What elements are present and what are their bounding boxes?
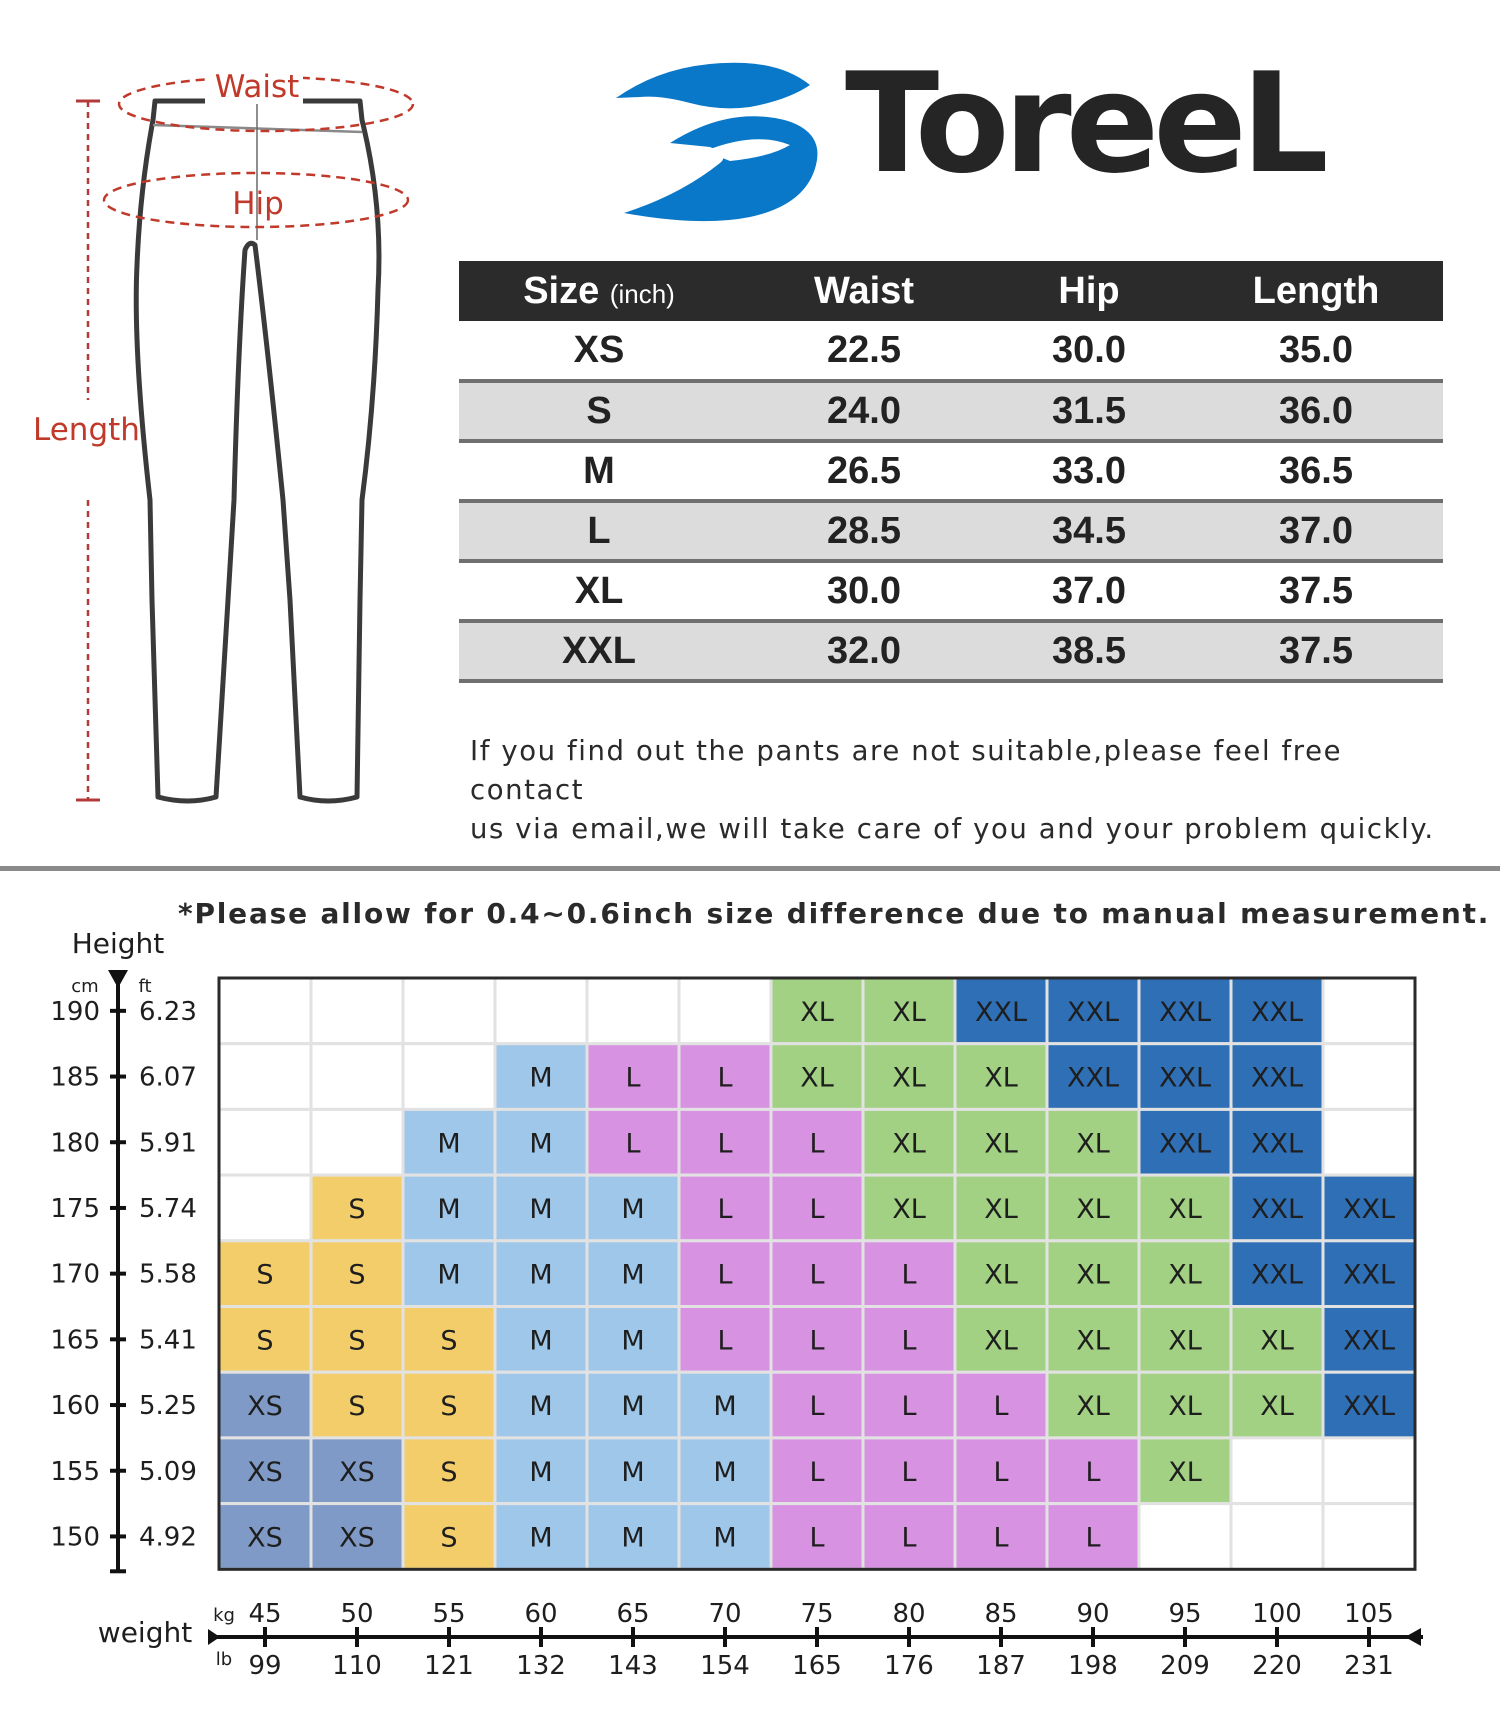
y-axis-title: Height (71, 930, 165, 960)
y-tick-label-cm: 190 (50, 996, 100, 1027)
cell-size-label: M (529, 1456, 553, 1488)
cell-size-label: XL (984, 1128, 1018, 1160)
cell-size-label: L (993, 1391, 1009, 1423)
y-tick-label-ft: 5.41 (139, 1325, 197, 1356)
grid-cell (1323, 978, 1415, 1044)
length-cell: 37.5 (1189, 561, 1443, 621)
cell-size-label: M (529, 1391, 553, 1423)
cell-size-label: S (256, 1325, 274, 1357)
waist-cell: 22.5 (739, 321, 989, 381)
cell-size-label: XL (1168, 1193, 1202, 1225)
x-tick-label-kg: 45 (248, 1599, 282, 1629)
grid-cell (1231, 1504, 1323, 1570)
y-tick-label-ft: 6.23 (139, 996, 197, 1027)
y-tick-label-cm: 160 (50, 1391, 100, 1422)
grid-cell (1323, 1438, 1415, 1504)
cell-size-label: L (901, 1325, 917, 1357)
height-axis-arrow-icon (108, 970, 128, 988)
cell-size-label: S (440, 1325, 458, 1357)
y-tick-label-cm: 185 (50, 1062, 100, 1093)
y-unit-ft: ft (138, 976, 152, 997)
x-tick-label-kg: 90 (1076, 1599, 1110, 1629)
cell-size-label: XL (1260, 1325, 1294, 1357)
cell-size-label: XXL (1250, 996, 1304, 1028)
cell-size-label: L (901, 1391, 917, 1423)
x-tick-label-lb: 165 (792, 1651, 842, 1681)
cell-size-label: XL (1168, 1456, 1202, 1488)
grid-cell (219, 1044, 311, 1110)
hip-cell: 34.5 (989, 501, 1189, 561)
cell-size-label: XL (984, 1325, 1018, 1357)
waist-cell: 24.0 (739, 381, 989, 441)
cell-size-label: L (809, 1193, 825, 1225)
length-cell: 35.0 (1189, 321, 1443, 381)
cell-size-label: L (717, 1259, 733, 1291)
cell-size-label: M (621, 1325, 645, 1357)
cell-size-label: S (348, 1259, 366, 1291)
x-tick-label-lb: 143 (608, 1651, 658, 1681)
cell-size-label: M (529, 1259, 553, 1291)
weight-axis-start-icon (208, 1629, 220, 1645)
toreel-logo (610, 43, 1323, 235)
header-waist: Waist (739, 261, 989, 321)
cell-size-label: XXL (1158, 1062, 1212, 1094)
grid-cell (311, 978, 403, 1044)
cell-size-label: XL (892, 1062, 926, 1094)
cell-size-label: L (901, 1456, 917, 1488)
cell-size-label: L (809, 1259, 825, 1291)
x-tick-label-lb: 154 (700, 1651, 750, 1681)
table-row (459, 441, 1443, 501)
x-tick-label-kg: 75 (800, 1599, 834, 1629)
cell-size-label: XL (1076, 1325, 1110, 1357)
cell-size-label: L (809, 1522, 825, 1554)
y-tick-label-ft: 5.58 (139, 1259, 197, 1290)
x-tick-label-kg: 70 (708, 1599, 742, 1629)
x-tick-label-kg: 100 (1252, 1599, 1302, 1629)
table-row (459, 561, 1443, 621)
length-cell: 37.0 (1189, 501, 1443, 561)
header-hip: Hip (989, 261, 1189, 321)
cell-size-label: XL (1260, 1391, 1294, 1423)
contact-note-line-1: If you find out the pants are not suitable,please feel free contact (470, 735, 1343, 806)
cell-size-label: XXL (1158, 1128, 1212, 1160)
cell-size-label: M (529, 1193, 553, 1225)
grid-cell (1139, 1504, 1231, 1570)
contact-note-line-2: us via email,we will take care of you and your problem quickly. (470, 813, 1435, 845)
cell-size-label: XL (984, 1193, 1018, 1225)
grid-cell (1323, 1504, 1415, 1570)
cell-size-label: XXL (1342, 1325, 1396, 1357)
cell-size-label: L (625, 1062, 641, 1094)
x-tick-label-kg: 55 (432, 1599, 466, 1629)
cell-size-label: M (713, 1522, 737, 1554)
cell-size-label: XL (1076, 1193, 1110, 1225)
cell-size-label: XXL (1342, 1391, 1396, 1423)
hip-cell: 33.0 (989, 441, 1189, 501)
cell-size-label: XL (1076, 1391, 1110, 1423)
cell-size-label: L (717, 1325, 733, 1357)
table-row (459, 621, 1443, 681)
logo-mark-icon (610, 45, 850, 235)
height-weight-size-chart (0, 930, 1500, 1700)
cell-size-label: S (440, 1391, 458, 1423)
waist-cell: 26.5 (739, 441, 989, 501)
cell-size-label: M (437, 1128, 461, 1160)
cell-size-label: XXL (1250, 1128, 1304, 1160)
hip-cell: 37.0 (989, 561, 1189, 621)
length-cell: 36.5 (1189, 441, 1443, 501)
cell-size-label: L (625, 1128, 641, 1160)
grid-cell (403, 1044, 495, 1110)
y-tick-label-ft: 4.92 (139, 1522, 197, 1553)
y-tick-label-cm: 180 (50, 1128, 100, 1159)
cell-size-label: XXL (1066, 996, 1120, 1028)
cell-size-label: M (621, 1193, 645, 1225)
grid-cell (311, 1109, 403, 1175)
size-cell: XL (459, 561, 739, 621)
cell-size-label: L (717, 1193, 733, 1225)
cell-size-label: XL (800, 996, 834, 1028)
grid-cell (495, 978, 587, 1044)
cell-size-label: L (809, 1456, 825, 1488)
cell-size-label: XS (339, 1522, 375, 1554)
measurement-disclaimer: *Please allow for 0.4~0.6inch size difference due to manual measurement. (178, 897, 1491, 930)
cell-size-label: L (809, 1391, 825, 1423)
cell-size-label: XXL (1342, 1259, 1396, 1291)
x-tick-label-kg: 95 (1168, 1599, 1202, 1629)
y-tick-label-cm: 150 (50, 1522, 100, 1553)
cell-size-label: M (529, 1128, 553, 1160)
x-tick-label-lb: 231 (1344, 1651, 1394, 1681)
y-tick-label-cm: 165 (50, 1325, 100, 1356)
x-tick-label-lb: 209 (1160, 1651, 1210, 1681)
cell-size-label: XL (984, 1062, 1018, 1094)
cell-size-label: L (717, 1062, 733, 1094)
size-cell: M (459, 441, 739, 501)
x-unit-lb: lb (215, 1649, 233, 1670)
cell-size-label: M (713, 1456, 737, 1488)
cell-size-label: XL (984, 1259, 1018, 1291)
y-tick-label-ft: 6.07 (139, 1062, 197, 1093)
x-tick-label-lb: 198 (1068, 1651, 1118, 1681)
cell-size-label: XS (247, 1391, 283, 1423)
cell-size-label: XL (1168, 1391, 1202, 1423)
header-length: Length (1189, 261, 1443, 321)
x-tick-label-lb: 99 (248, 1651, 282, 1681)
cell-size-label: XXL (1066, 1062, 1120, 1094)
y-tick-label-ft: 5.91 (139, 1128, 197, 1159)
cell-size-label: XS (247, 1522, 283, 1554)
x-tick-label-lb: 187 (976, 1651, 1026, 1681)
waist-label: Waist (214, 69, 300, 105)
x-tick-label-lb: 121 (424, 1651, 474, 1681)
grid-cell (1323, 1044, 1415, 1110)
cell-size-label: L (1085, 1522, 1101, 1554)
grid-cell (587, 978, 679, 1044)
grid-cell (311, 1044, 403, 1110)
cell-size-label: L (809, 1128, 825, 1160)
size-cell: L (459, 501, 739, 561)
x-tick-label-kg: 65 (616, 1599, 650, 1629)
cell-size-label: XL (1168, 1259, 1202, 1291)
cell-size-label: XL (1168, 1325, 1202, 1357)
cell-size-label: XXL (974, 996, 1028, 1028)
hip-label: Hip (232, 186, 284, 222)
cell-size-label: XXL (1342, 1193, 1396, 1225)
cell-size-label: L (1085, 1456, 1101, 1488)
size-cell: XXL (459, 621, 739, 681)
cell-size-label: M (621, 1522, 645, 1554)
x-tick-label-kg: 105 (1344, 1599, 1394, 1629)
cell-size-label: M (437, 1259, 461, 1291)
grid-cell (1231, 1438, 1323, 1504)
hip-cell: 30.0 (989, 321, 1189, 381)
cell-size-label: L (993, 1456, 1009, 1488)
cell-size-label: M (713, 1391, 737, 1423)
cell-size-label: M (437, 1193, 461, 1225)
length-dimension-line (76, 101, 100, 800)
brand-wordmark: ToreeL (845, 43, 1323, 204)
y-tick-label-cm: 155 (50, 1456, 100, 1487)
cell-size-label: M (529, 1325, 553, 1357)
x-tick-label-lb: 220 (1252, 1651, 1302, 1681)
cell-size-label: M (529, 1522, 553, 1554)
grid-cell (403, 978, 495, 1044)
cell-size-label: XXL (1250, 1062, 1304, 1094)
section-divider (0, 866, 1500, 871)
x-axis-title: weight (97, 1616, 193, 1649)
size-cell: XS (459, 321, 739, 381)
grid-cell (219, 1175, 311, 1241)
hip-cell: 31.5 (989, 381, 1189, 441)
cell-size-label: L (993, 1522, 1009, 1554)
grid-cell (679, 978, 771, 1044)
cell-size-label: XL (1076, 1128, 1110, 1160)
cell-size-label: M (621, 1259, 645, 1291)
cell-size-label: XL (1076, 1259, 1110, 1291)
cell-size-label: XXL (1250, 1193, 1304, 1225)
length-label: Length (33, 412, 140, 448)
grid-cell (219, 978, 311, 1044)
cell-size-label: L (809, 1325, 825, 1357)
y-tick-label-ft: 5.25 (139, 1391, 197, 1422)
cell-size-label: L (901, 1522, 917, 1554)
x-tick-label-kg: 50 (340, 1599, 374, 1629)
grid-cell (1323, 1109, 1415, 1175)
cell-size-label: XS (247, 1456, 283, 1488)
y-unit-cm: cm (71, 976, 99, 997)
x-tick-label-kg: 80 (892, 1599, 926, 1629)
pants-measurement-diagram (0, 0, 440, 840)
size-table (459, 261, 1443, 683)
hip-cell: 38.5 (989, 621, 1189, 681)
waist-cell: 32.0 (739, 621, 989, 681)
cell-size-label: S (440, 1456, 458, 1488)
x-tick-label-kg: 85 (984, 1599, 1018, 1629)
y-tick-label-cm: 170 (50, 1259, 100, 1290)
cell-size-label: L (717, 1128, 733, 1160)
x-tick-label-lb: 110 (332, 1651, 382, 1681)
table-row (459, 321, 1443, 381)
length-cell: 37.5 (1189, 621, 1443, 681)
x-tick-label-kg: 60 (524, 1599, 558, 1629)
y-tick-label-ft: 5.74 (139, 1193, 197, 1224)
cell-size-label: XL (800, 1062, 834, 1094)
x-tick-label-lb: 176 (884, 1651, 934, 1681)
cell-size-label: XL (892, 1128, 926, 1160)
cell-size-label: L (901, 1259, 917, 1291)
cell-size-label: M (529, 1062, 553, 1094)
size-cell: S (459, 381, 739, 441)
cell-size-label: XS (339, 1456, 375, 1488)
cell-size-label: S (348, 1193, 366, 1225)
waist-cell: 30.0 (739, 561, 989, 621)
weight-axis-arrow-icon (1405, 1628, 1421, 1646)
length-cell: 36.0 (1189, 381, 1443, 441)
cell-size-label: S (256, 1259, 274, 1291)
cell-size-label: S (440, 1522, 458, 1554)
cell-size-label: XXL (1250, 1259, 1304, 1291)
cell-size-label: XL (892, 1193, 926, 1225)
cell-size-label: XXL (1158, 996, 1212, 1028)
grid-cell (219, 1109, 311, 1175)
y-tick-label-ft: 5.09 (139, 1456, 197, 1487)
x-tick-label-lb: 132 (516, 1651, 566, 1681)
header-size: Size (inch) (459, 261, 739, 321)
cell-size-label: M (621, 1456, 645, 1488)
table-row (459, 501, 1443, 561)
cell-size-label: M (621, 1391, 645, 1423)
y-tick-label-cm: 175 (50, 1193, 100, 1224)
cell-size-label: S (348, 1391, 366, 1423)
size-table-header (459, 261, 1443, 321)
x-unit-kg: kg (213, 1605, 235, 1626)
cell-size-label: XL (892, 996, 926, 1028)
waist-cell: 28.5 (739, 501, 989, 561)
table-row (459, 381, 1443, 441)
cell-size-label: S (348, 1325, 366, 1357)
contact-note (470, 732, 1450, 849)
